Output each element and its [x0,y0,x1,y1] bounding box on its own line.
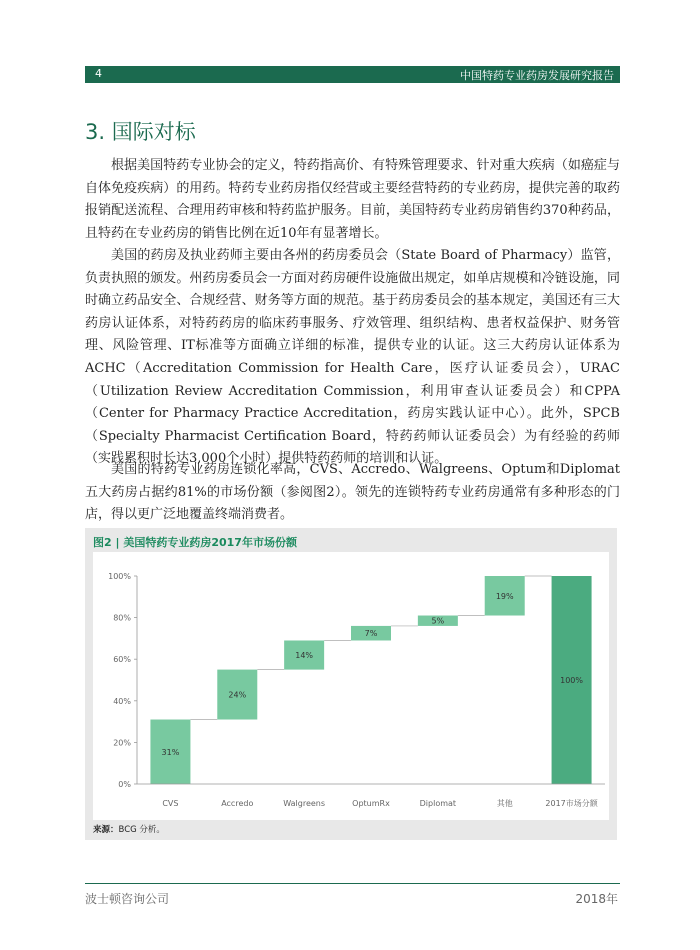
header-bar [85,66,620,83]
y-tick-label: 60% [113,655,131,665]
x-tick-label: Accredo [221,799,254,808]
data-label: 14% [295,651,314,661]
x-tick-label: Diplomat [419,799,457,808]
data-label: 7% [364,629,378,639]
x-tick-label: 其他 [496,799,513,808]
data-label: 5% [431,616,445,626]
x-tick-label: OptumRx [352,799,390,808]
page-number: 4 [95,67,102,80]
figure-source [93,823,165,835]
paragraph-1: 根据美国特药专业协会的定义，特药指高价、有特殊管理要求、针对重大疾病（如癌症与自体免疫疾病）的用药。特药专业药房指仅经营或主要经营特药的专业药房，提供完善的取药报销配送流程、合理用药审核和特药监护服务。目前，美国特药专业药房销售约370种药品，且特药在专业药房的销售比例在近10年有显著增长。 [85,158,620,241]
data-label: 100% [560,676,584,685]
footer-divider [85,883,620,884]
figure-title: 图2 | 美国特药专业药房2017年市场份额 [93,536,297,549]
source-text: BCG 分析。 [118,825,165,835]
data-label: 19% [495,591,514,601]
x-tick-label: CVS [162,799,179,808]
figure-panel [85,528,617,840]
x-tick-label: Walgreens [283,799,326,808]
data-label: 31% [161,747,180,757]
footer-company: 波士顿咨询公司 [85,892,170,906]
y-tick-label: 20% [113,738,131,748]
report-title: 中国特药专业药房发展研究报告 [460,69,614,82]
y-tick-label: 80% [113,613,131,623]
paragraph-2: 美国的药房及执业药师主要由各州的药房委员会（State Board of Pharmacy）监管，负责执照的颁发。州药房委员会一方面对药房硬件设施做出规定，如单店规模和冷链设施，同时确立药品安全、合规经营、财务等方面的规范。基于药房委员会的基本规定，美国还有三大药房认证体系，对特药药房的临床药事服务、疗效管理、组织结构、患者权益保护、财务管理、风险管理、IT标准等方面确立详细的标准，提供专业的认证。这三大药房认证体系为ACHC（Accreditation Commission for Health Care，医疗认证委员会），URAC（Utilization Review Accreditation Commission，利用审查认证委员会）和CPPA（Center for Pharmacy Practice Accreditation，药房实践认证中心）。此外，SPCB（Specialty Pharmacist Certification Board，特药药师认证委员会）为有经验的药师（实践累积时长达3,000个小时）提供特药药师的培训和认证。 [85,248,620,467]
y-tick-label: 40% [113,696,131,706]
chart-container [93,552,609,820]
x-tick-label: 2017市场分额 [545,799,598,808]
y-tick-label: 100% [108,572,131,581]
paragraph-3: 美国的特药专业药房连锁化率高，CVS、Accredo、Walgreens、Optum和Diplomat五大药房占据约81%的市场份额（参阅图2）。领先的连锁特药专业药房通常有多种形态的门店，得以更广泛地覆盖终端消费者。 [85,462,620,523]
footer-year: 2018年 [575,892,618,906]
section-title: 3. 国际对标 [85,120,196,144]
market-share-chart [93,552,609,820]
source-label: 来源： [93,825,119,835]
data-label: 24% [228,690,247,700]
y-tick-label: 0% [118,780,131,789]
